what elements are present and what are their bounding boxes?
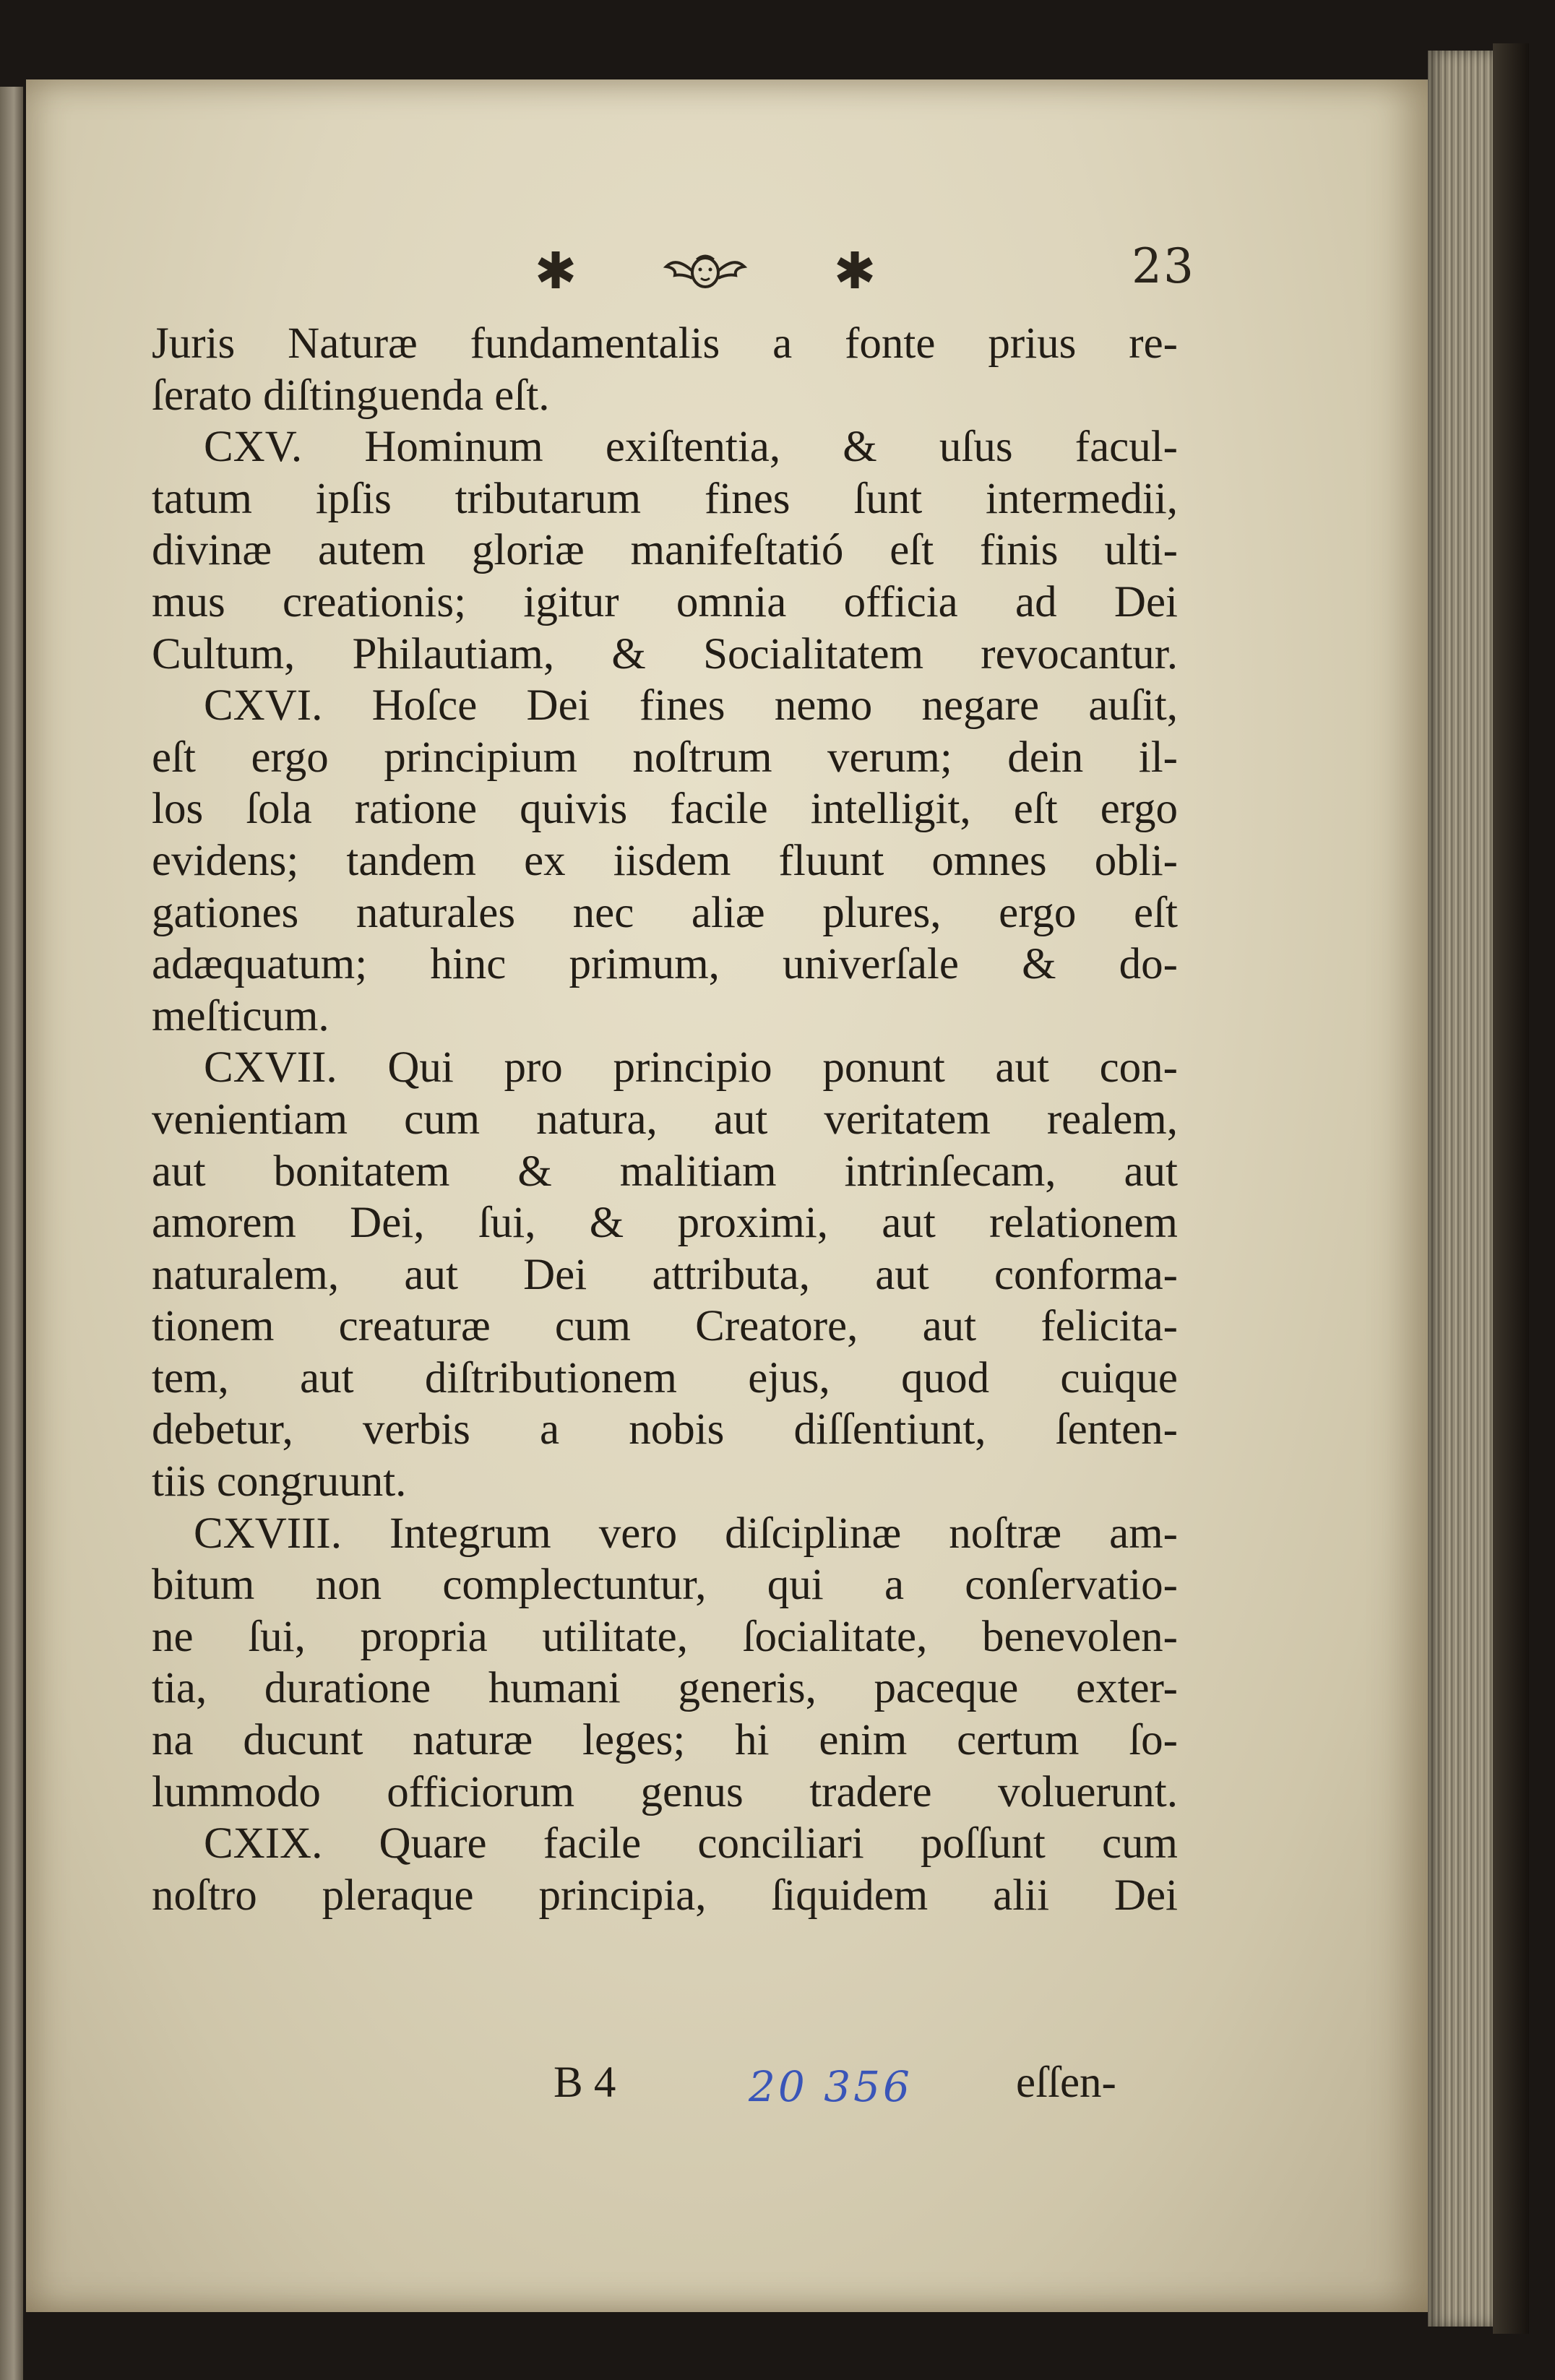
text-line: bitum non complectuntur, qui a conſervatio-	[152, 1561, 1178, 1610]
text-line: meſticum.	[152, 991, 329, 1040]
paragraph-cxix-start: CXIX. Quare facile conciliari poſſunt cum	[204, 1819, 1178, 1868]
paragraph-cxvii-start: CXVII. Qui pro principio ponunt aut con-	[204, 1043, 1178, 1092]
text-line: Cultum, Philautiam, & Socialitatem revocantur.	[152, 629, 1178, 678]
text-line: debetur, verbis a nobis diſſentiunt, ſenten-	[152, 1405, 1178, 1454]
text-line: lummodo officiorum genus tradere voluerunt.	[152, 1767, 1178, 1816]
paragraph-cxviii-start: CXVIII. Integrum vero diſciplinæ noſtræ am-	[194, 1509, 1178, 1558]
asterisk-flower-icon: ✱	[534, 241, 577, 301]
text-line: tionem creaturæ cum Creatore, aut felicita-	[152, 1302, 1178, 1351]
text-line: ne ſui, propria utilitate, ſocialitate, benevolen-	[152, 1612, 1178, 1661]
text-line: eſt ergo principium noſtrum verum; dein il-	[152, 733, 1178, 782]
text-line: naturalem, aut Dei attributa, aut conforma-	[152, 1250, 1178, 1299]
text-line: venientiam cum natura, aut veritatem realem,	[152, 1095, 1178, 1144]
text-line: Juris Naturæ fundamentalis a fonte prius re-	[152, 319, 1178, 368]
asterisk-flower-icon: ✱	[833, 241, 876, 301]
text-line: tiis congruunt.	[152, 1457, 407, 1506]
text-line: tia, duratione humani generis, paceque exter-	[152, 1664, 1178, 1713]
facing-page-edge	[0, 87, 23, 2380]
text-line: evidens; tandem ex iisdem fluunt omnes obli-	[152, 836, 1178, 885]
text-line: los ſola ratione quivis facile intelligit, eſt ergo	[152, 785, 1178, 834]
text-line: mus creationis; igitur omnia officia ad Dei	[152, 577, 1178, 626]
text-line: amorem Dei, ſui, & proximi, aut relationem	[152, 1199, 1178, 1248]
main-text-block	[152, 318, 1178, 1921]
running-header	[26, 217, 1428, 303]
text-line: tatum ipſis tributarum fines ſunt intermedii,	[152, 474, 1178, 523]
page-block-edges	[1428, 51, 1493, 2327]
text-line: aut bonitatem & malitiam intrinſecam, aut	[152, 1147, 1178, 1196]
accession-number: 20 356	[749, 2062, 913, 2111]
paragraph-cxv-start: CXV. Hominum exiſtentia, & uſus facul-	[204, 423, 1178, 472]
text-line: adæquatum; hinc primum, univerſale & do-	[152, 940, 1178, 989]
binding-shadow	[1493, 43, 1529, 2334]
text-line: noſtro pleraque principia, ſiquidem alii Dei	[152, 1871, 1178, 1920]
page-number: 23	[1132, 238, 1195, 294]
text-line: tem, aut diſtributionem ejus, quod cuique	[152, 1353, 1178, 1402]
header-ornament	[532, 238, 879, 303]
cherub-head-icon	[662, 242, 749, 300]
paragraph-cxvi-start: CXVI. Hoſce Dei fines nemo negare auſit,	[204, 681, 1178, 730]
text-line: gationes naturales nec aliæ plures, ergo eſt	[152, 888, 1178, 937]
text-line: divinæ autem gloriæ manifeſtatió eſt finis ulti-	[152, 526, 1178, 575]
page-footer	[26, 2058, 1428, 2123]
text-line: ſerato diſtinguenda eſt.	[152, 371, 550, 420]
text-line: na ducunt naturæ leges; hi enim certum ſo-	[152, 1716, 1178, 1765]
signature-mark: B 4	[553, 2058, 616, 2107]
catchword: eſſen-	[1016, 2058, 1116, 2107]
